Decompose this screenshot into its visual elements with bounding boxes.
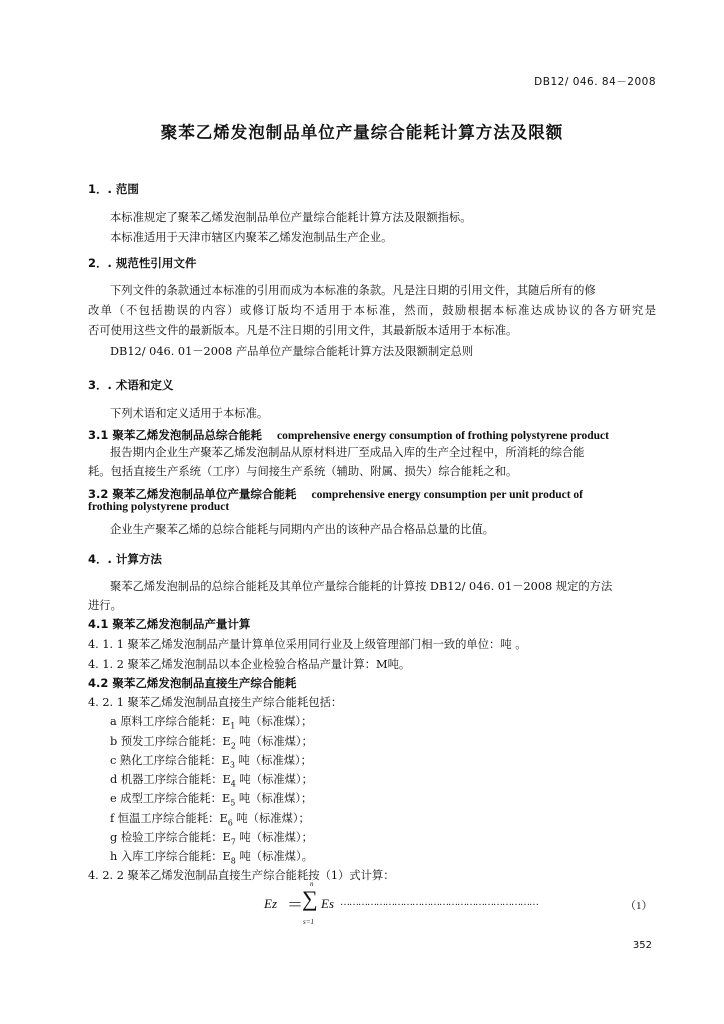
section-3-para-1: 下列术语和定义适用于本标准。 <box>110 407 269 420</box>
list-item-unit: 吨（标准煤）； <box>232 812 310 825</box>
term-3-1-line-2: 耗。包括直接生产系统（工序）与间接生产系统（辅助、附属、损失）综合能耗之和。 <box>88 465 518 478</box>
list-item-text: e 成型工序综合能耗：E <box>110 792 231 805</box>
list-item-text: c 熟化工序综合能耗：E <box>110 754 230 767</box>
clause-4-1-1: 4. 1. 1 聚苯乙烯发泡制品产量计算单位采用同行业及上级管理部门相一致的单位：吨 。 <box>88 638 527 651</box>
list-item-sub: 4 <box>230 779 236 789</box>
list-item <box>110 790 312 807</box>
document-title: 聚苯乙烯发泡制品单位产量综合能耗计算方法及限额 <box>160 123 564 142</box>
term-3-1 <box>88 424 609 443</box>
list-item-text: d 机器工序综合能耗：E <box>110 773 231 786</box>
formula-sigma: ∑ <box>302 886 318 911</box>
list-item-unit: 吨（标准煤）； <box>235 773 313 786</box>
list-item-unit: 吨（标准煤）； <box>235 792 313 805</box>
section-4-line-1: 聚苯乙烯发泡制品的总综合能耗及其单位产量综合能耗的计算按 DB12/ 046. 01－2008 规定的方法 <box>110 580 613 593</box>
list-item <box>110 752 312 769</box>
section-2-line-2: 改单（不包括勘误的内容）或修订版均不适用于本标准，然而，鼓励根据本标准达成协议的各方研究是 <box>88 304 656 317</box>
page-number: 352 <box>632 940 652 951</box>
normative-reference: DB12/ 046. 01－2008 产品单位产量综合能耗计算方法及限额制定总则 <box>110 345 474 358</box>
list-item-unit: 吨（标准煤）； <box>235 735 313 748</box>
formula-number: （1） <box>625 900 653 912</box>
formula-lower-limit: s=1 <box>303 918 314 926</box>
section-1-para-2: 本标准适用于天津市辖区内聚苯乙烯发泡制品生产企业。 <box>110 231 393 244</box>
clause-4-1-2: 4. 1. 2 聚苯乙烯发泡制品以本企业检验合格品产量计算：M吨。 <box>88 658 411 671</box>
clause-4-2-2: 4. 2. 2 聚苯乙烯发泡制品直接生产综合能耗按（1）式计算： <box>88 869 395 882</box>
list-item <box>110 810 310 827</box>
term-3-1-label: 3.1 聚苯乙烯发泡制品总综合能耗 <box>88 428 262 442</box>
section-1-para-1: 本标准规定了聚苯乙烯发泡制品单位产量综合能耗计算方法及限额指标。 <box>110 211 472 224</box>
list-item-sub: 3 <box>229 760 235 770</box>
term-3-1-english: comprehensive energy consumption of frothing polystyrene product <box>276 430 609 442</box>
term-3-2-label: 3.2 聚苯乙烯发泡制品单位产量综合能耗 <box>88 487 297 501</box>
list-item <box>110 829 313 846</box>
list-item-text: h 入库工序综合能耗：E <box>110 850 231 863</box>
term-3-2-definition: 企业生产聚苯乙烯的总综合能耗与同期内产出的该种产品合格品总量的比值。 <box>110 523 495 536</box>
list-item <box>110 771 313 788</box>
list-item-sub: 5 <box>230 798 236 808</box>
term-3-2-english-2: frothing polystyrene product <box>88 501 230 513</box>
subsection-4-1: 4.1 聚苯乙烯发泡制品产量计算 <box>88 617 251 631</box>
formula-term: Es <box>321 896 334 911</box>
section-1-heading: 1．. 范围 <box>88 182 139 196</box>
list-item-sub: 1 <box>230 721 236 731</box>
list-item-unit: 吨（标准煤）； <box>235 831 313 844</box>
list-item <box>110 848 313 865</box>
formula-equals: ＝ <box>287 897 304 914</box>
list-item-sub: 8 <box>230 856 236 866</box>
list-item-text: a 原料工序综合能耗：E <box>110 715 231 728</box>
section-4-heading: 4．. 计算方法 <box>88 552 162 566</box>
list-item <box>110 713 312 730</box>
list-item-sub: 7 <box>230 837 236 847</box>
formula-lhs: Ez <box>264 896 277 911</box>
standard-number: DB12/ 046. 84－2008 <box>534 76 656 88</box>
subsection-4-2: 4.2 聚苯乙烯发泡制品直接生产综合能耗 <box>88 676 297 690</box>
section-2-line-3: 否可使用这些文件的最新版本。凡是不注日期的引用文件，其最新版本适用于本标准。 <box>88 324 518 337</box>
formula-upper-limit: n <box>310 880 314 888</box>
clause-4-2-1: 4. 2. 1 聚苯乙烯发泡制品直接生产综合能耗包括： <box>88 696 343 709</box>
term-3-2 <box>88 483 583 502</box>
list-item-sub: 6 <box>227 818 233 828</box>
list-item-text: g 检验工序综合能耗：E <box>110 831 231 844</box>
formula-leader-dots: ………………………………………………………… <box>340 897 538 908</box>
term-3-2-english-1: comprehensive energy consumption per unit product of <box>311 489 584 501</box>
list-item <box>110 733 313 750</box>
list-item-unit: 吨（标准煤）。 <box>235 850 313 863</box>
section-4-line-2: 进行。 <box>88 599 122 612</box>
list-item-unit: 吨（标准煤）； <box>235 715 313 728</box>
term-3-1-line-1: 报告期内企业生产聚苯乙烯发泡制品从原材料进厂至成品入库的生产全过程中，所消耗的综合能 <box>110 446 585 459</box>
list-item-text: f 恒温工序综合能耗：E <box>110 812 228 825</box>
list-item-text: b 预发工序综合能耗：E <box>110 735 231 748</box>
section-2-heading: 2．. 规范性引用文件 <box>88 256 197 270</box>
list-item-sub: 2 <box>230 741 236 751</box>
list-item-unit: 吨（标准煤）； <box>234 754 312 767</box>
section-3-heading: 3．. 术语和定义 <box>88 378 174 392</box>
section-2-line-1: 下列文件的条款通过本标准的引用而成为本标准的条款。凡是注日期的引用文件，其随后所有的修 <box>110 284 596 297</box>
